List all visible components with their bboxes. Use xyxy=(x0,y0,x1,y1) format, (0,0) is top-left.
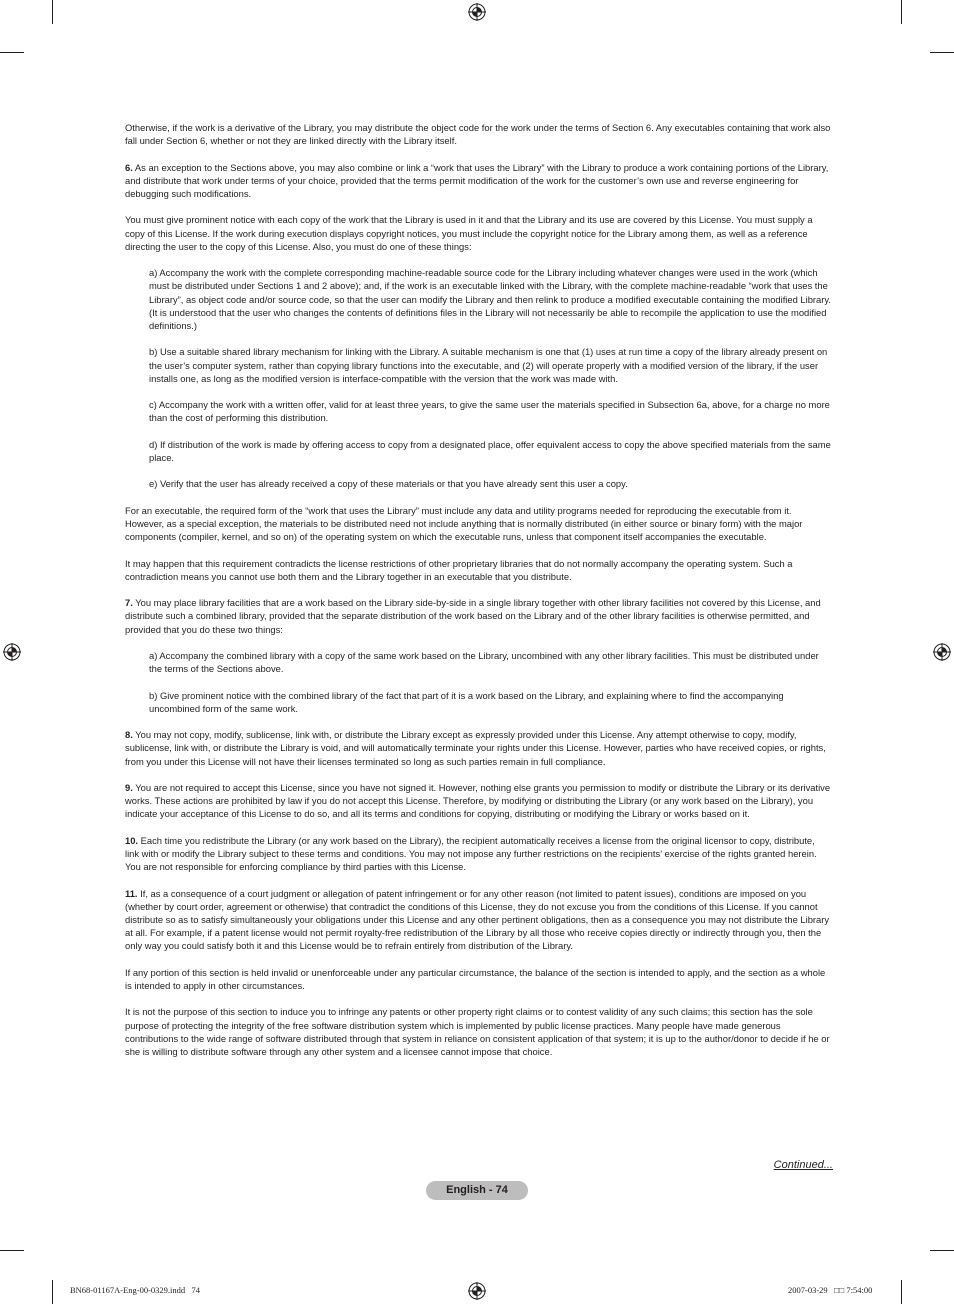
paragraph-text: a) Accompany the work with the complete corresponding machine-readable source code for the Library including whatever changes were used in the work (which must be distributed under Sections 1 and 2 above); and, if the work is an executable linked with the Library, with the complete machine-readable “work that uses the Library”, as object code and/or source code, so that the user can modify the Library and then relink to produce a modified executable containing the modified Library. (It is understood that the user who changes the contents of definitions files in the Library will not necessarily be able to recompile the application to use the modified definitions.) xyxy=(149,267,831,331)
license-paragraph xyxy=(125,1005,831,1058)
crop-mark xyxy=(52,0,53,24)
section-number: 9. xyxy=(125,781,133,793)
paragraph-text: a) Accompany the combined library with a copy of the same work based on the Library, uncombined with any other library facilities. This must be distributed under the terms of the Sections above. xyxy=(149,649,819,675)
license-subparagraph xyxy=(149,649,831,675)
crop-mark xyxy=(901,0,902,24)
license-paragraph xyxy=(125,121,831,147)
section-number: 11. xyxy=(125,887,138,899)
license-subparagraph xyxy=(149,345,831,385)
crop-mark xyxy=(0,52,24,53)
slug-file-name: BN68-01167A-Eng-00-0329.indd 74 xyxy=(70,1285,201,1295)
section-number: 7. xyxy=(125,597,133,609)
paragraph-text: If any portion of this section is held invalid or unenforceable under any particular circumstance, the balance of the section is intended to apply, and the section as a whole is intended to apply in other circumstances. xyxy=(125,966,826,991)
license-paragraph xyxy=(125,596,831,636)
continued-label: Continued... xyxy=(773,1159,833,1171)
crop-mark xyxy=(930,1250,954,1251)
license-paragraph xyxy=(125,781,831,821)
paragraph-text: It is not the purpose of this section to induce you to infringe any patents or other property right claims or to contest validity of any such claims; this section has the sole purpose of protecting the integrity of the free software distribution system which is implemented by public license practices. Many people have made generous contributions to the wide range of software distributed through that system in reliance on consistent application of that system; it is up to the author/donor to decide if he or she is willing to distribute software through any other system and a licensee cannot impose that choice. xyxy=(125,1006,830,1057)
crop-mark xyxy=(901,1280,902,1304)
license-text-body xyxy=(125,121,831,1071)
license-paragraph xyxy=(125,557,831,583)
license-subparagraph xyxy=(149,477,831,490)
paragraph-text: d) If distribution of the work is made by offering access to copy from a designated place, offer equivalent access to copy the above specified materials from the same place. xyxy=(149,438,831,463)
paragraph-text: If, as a consequence of a court judgment or allegation of patent infringement or for any other reason (not limited to patent issues), conditions are imposed on you (whether by court order, agreement or otherwise) that contradict the conditions of this License, they do not excuse you from the conditions of this License. If you cannot distribute so as to satisfy simultaneously your obligations under this License and any other pertinent obligations, then as a consequence you may not distribute the Library at all. For example, if a patent license would not permit royalty-free redistribution of the Library by all those who receive copies directly or indirectly through you, then the only way you could satisfy both it and this License would be to refrain entirely from distribution of the Library. xyxy=(125,887,830,952)
license-paragraph xyxy=(125,213,831,253)
paragraph-text: b) Use a suitable shared library mechanism for linking with the Library. A suitable mechanism is one that (1) uses at run time a copy of the library already present on the user’s computer system, rather than copying library functions into the executable, and (2) will operate properly with a modified version of the library, if the user installs one, as long as the modified version is interface-compatible with the version that the work was made with. xyxy=(149,346,828,384)
crop-mark xyxy=(52,1280,53,1304)
slug-date-time: 2007-03-29 □□ 7:54:00 xyxy=(788,1285,873,1295)
section-number: 6. xyxy=(125,161,133,173)
section-number: 10. xyxy=(125,834,139,846)
license-paragraph xyxy=(125,834,831,874)
paragraph-text: Otherwise, if the work is a derivative of the Library, you may distribute the object code for the work under the terms of Section 6. Any executables containing that work also fall under Section 6, whether or not they are linked directly with the Library itself. xyxy=(125,122,831,147)
license-subparagraph xyxy=(149,438,831,464)
license-subparagraph xyxy=(149,398,831,424)
paragraph-text: Each time you redistribute the Library (or any work based on the Library), the recipient automatically receives a license from the original licensor to copy, distribute, link with or modify the Library subject to these terms and conditions. You may not impose any further restrictions on the recipients’ exercise of the rights granted herein. You are not responsible for enforcing compliance by third parties with this License. xyxy=(125,834,817,873)
crop-mark xyxy=(0,1250,24,1251)
paragraph-text: You must give prominent notice with each copy of the work that the Library is used in it and that the Library and its use are covered by this License. You must supply a copy of this License. If the work during execution displays copyright notices, you must include the copyright notice for the Library among them, as well as a reference directing the user to the copy of this License. Also, you must do one of these things: xyxy=(125,214,813,252)
license-paragraph xyxy=(125,161,831,201)
license-subparagraph xyxy=(149,266,831,332)
license-subparagraph xyxy=(149,689,831,715)
license-paragraph xyxy=(125,728,831,768)
section-number: 8. xyxy=(125,729,133,741)
paragraph-text: b) Give prominent notice with the combined library of the fact that part of it is a work based on the Library, and explaining where to find the accompanying uncombined form of the same work. xyxy=(149,689,784,714)
paragraph-text: You may not copy, modify, sublicense, link with, or distribute the Library except as expressly provided under this License. Any attempt otherwise to copy, modify, sublicense, link with, or distribute the Library is void, and will automatically terminate your rights under this License. However, parties who have received copies, or rights, from you under this License will not have their licenses terminated so long as such parties remain in full compliance. xyxy=(125,729,826,767)
license-paragraph xyxy=(125,504,831,544)
paragraph-text: e) Verify that the user has already received a copy of these materials or that you have already sent this user a copy. xyxy=(149,478,628,490)
paragraph-text: You are not required to accept this License, since you have not signed it. However, nothing else grants you permission to modify or distribute the Library or its derivative works. These actions are prohibited by law if you do not accept this License. Therefore, by modifying or distributing the Library (or any work based on the Library), you indicate your acceptance of this License to do so, and all its terms and conditions for copying, distributing or modifying the Library or works based on it. xyxy=(125,781,831,820)
page-number-badge: English - 74 xyxy=(426,1181,528,1200)
registration-mark-icon xyxy=(467,1281,487,1301)
license-paragraph xyxy=(125,887,831,953)
paragraph-text: As an exception to the Sections above, you may also combine or link a “work that uses the Library” with the Library to produce a work containing portions of the Library, and distribute that work under terms of your choice, provided that the terms permit modification of the work for the customer’s own use and reverse engineering for debugging such modifications. xyxy=(125,161,829,199)
paragraph-text: c) Accompany the work with a written offer, valid for at least three years, to give the same user the materials specified in Subsection 6a, above, for a charge no more than the cost of performing this distribution. xyxy=(149,399,830,424)
crop-mark xyxy=(930,52,954,53)
license-paragraph xyxy=(125,966,831,992)
registration-mark-icon xyxy=(467,2,487,22)
paragraph-text: For an executable, the required form of the “work that uses the Library” must include any data and utility programs needed for reproducing the executable from it. However, as a special exception, the materials to be distributed need not include anything that is normally distributed (in either source or binary form) with the major components (compiler, kernel, and so on) of the operating system on which the executable runs, unless that component itself accompanies the executable. xyxy=(125,504,803,543)
paragraph-text: You may place library facilities that are a work based on the Library side-by-side in a single library together with other library facilities not covered by this License, and distribute such a combined library, provided that the separate distribution of the work based on the Library and of the other library facilities is otherwise permitted, and provided that you do these two things: xyxy=(125,597,821,635)
registration-mark-icon xyxy=(2,642,22,662)
registration-mark-icon xyxy=(932,642,952,662)
paragraph-text: It may happen that this requirement contradicts the license restrictions of other proprietary libraries that do not normally accompany the operating system. Such a contradiction means you cannot use both them and the Library together in an executable that you distribute. xyxy=(125,557,793,582)
